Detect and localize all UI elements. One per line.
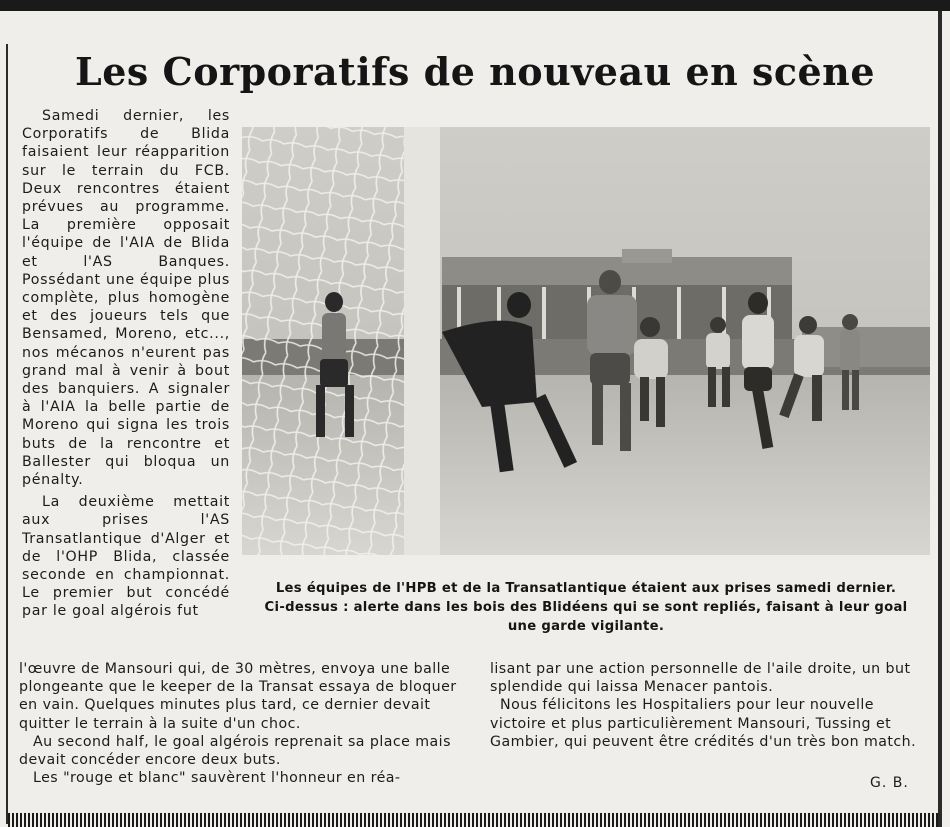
article-paragraph-6: lisant par une action personnelle de l'aile droite, un but splendide qui laissa Menacer pantois. (490, 661, 911, 696)
headline: Les Corporatifs de nouveau en scène (74, 49, 875, 94)
photo-caption (244, 579, 928, 636)
article-bottom-right-column (490, 660, 932, 751)
article-paragraph-4: Au second half, le goal algérois reprenait sa place mais devait concéder encore deux buts. (19, 733, 451, 769)
right-border-rule (938, 11, 942, 827)
bottom-border-rule (8, 813, 938, 827)
article-paragraph-1: Samedi dernier, les Corporatifs de Blida faisaient leur réapparition sur le terrain du FCB. Deux rencontres étaient prévues au programme. La première opposait l'équipe de l'AIA de Blida et l'AS Banques. Possédant une équipe plus complète, plus homogène et des joueurs tels que Bensamed, Moreno, etc..., nos mécanos n'eurent pas grand mal à venir à bout des banquiers. A signaler à l'AIA la belle partie de Moreno qui signa les trois buts de la rencontre et Ballester qui bloqua un pénalty. (22, 108, 230, 489)
article-paragraph-5: Les "rouge et blanc" sauvèrent l'honneur en réa- (33, 770, 401, 787)
article-left-column (22, 107, 230, 621)
match-photo (242, 127, 930, 555)
caption-line: Les équipes de l'HPB et de la Transatlantique étaient aux prises samedi dernier. (275, 581, 897, 596)
left-border-rule (6, 44, 8, 824)
top-border-rule (0, 0, 950, 11)
caption-line: Ci-dessus : alerte dans les bois des Blidéens qui se sont repliés, faisant à leur goal (264, 600, 908, 615)
caption-line: une garde vigilante. (507, 619, 665, 634)
article-bottom-left-column (19, 660, 461, 787)
article-paragraph-2: La deuxième mettait aux prises l'AS Transatlantique d'Alger et de l'OHP Blida, classée seconde en championnat. Le premier but concédé par le goal algérois fut (22, 494, 230, 620)
match-photo-illustration (242, 127, 930, 555)
article-paragraph-7: Nous félicitons les Hospitaliers pour leur nouvelle victoire et plus particulièrement Mansouri, Tussing et Gambier, qui peuvent être crédités d'un très bon match. (490, 697, 917, 750)
article-paragraph-3: l'œuvre de Mansouri qui, de 30 mètres, envoya une balle plongeante que le keeper de la Transat essaya de bloquer en vain. Quelques minutes plus tard, ce dernier devait quitter le terrain à la suite d'un choc. (19, 661, 457, 732)
author-signature: G. B. (870, 775, 909, 791)
